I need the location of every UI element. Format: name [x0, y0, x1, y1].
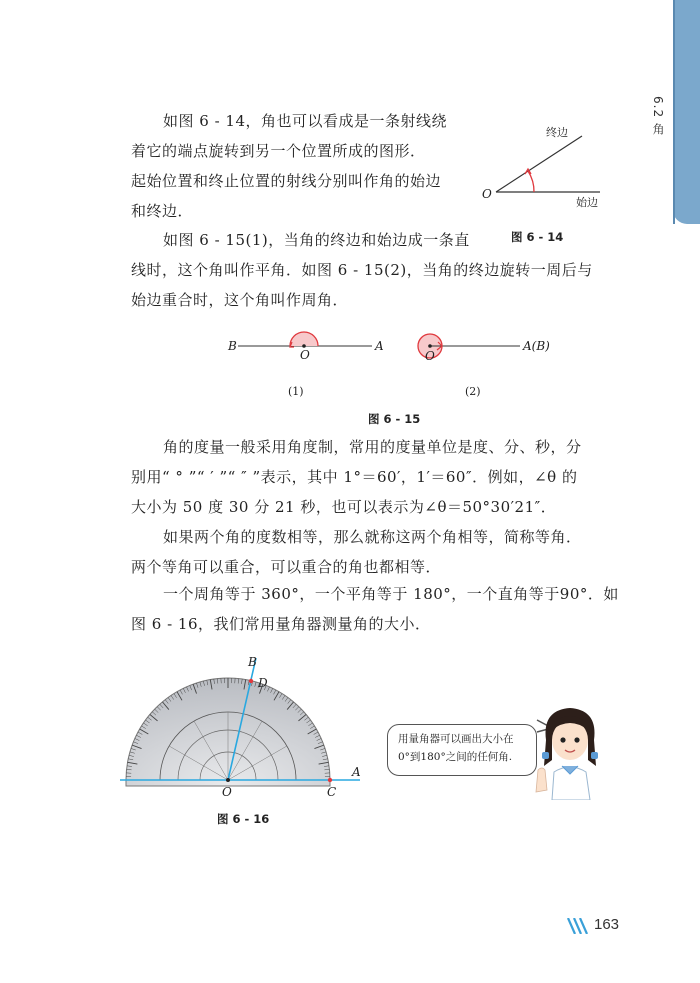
right-eye — [574, 737, 579, 742]
vertex-label: O — [482, 187, 492, 201]
point-D-label: D — [258, 676, 268, 690]
point-C-label: C — [327, 785, 337, 799]
text-line: 角的度量一般采用角度制，常用的度量单位是度、分、秒，分 — [163, 438, 582, 456]
text-line: 两个等角可以重合，可以重合的角也都相等． — [131, 558, 442, 576]
point-A-label: A — [375, 339, 384, 353]
point-D — [249, 679, 253, 683]
subfigure-2-label: (2) — [465, 385, 481, 398]
text-line: 如图 6 - 15(1)，当角的终边和始边成一条直 — [163, 231, 470, 249]
point-O-label: O — [425, 349, 435, 363]
text-line: 如图 6 - 14，角也可以看成是一条射线绕 — [163, 112, 448, 130]
point-B-label: B — [228, 339, 237, 353]
text-line: 如果两个角的度数相等，那么就称这两个角相等，简称等角． — [163, 528, 582, 546]
figure-6-15 — [220, 325, 560, 405]
girl-illustration — [532, 700, 610, 800]
initial-label: 始边 — [576, 196, 598, 209]
text-line: 始边重合时，这个角叫作周角． — [131, 291, 349, 309]
point-B-label: B — [248, 655, 257, 669]
point-O — [226, 778, 230, 782]
speech-line-2: 0°到180°之间的任何角. — [398, 751, 513, 763]
chapter-side-tab — [673, 0, 700, 224]
figure-6-15-caption: 图 6 - 15 — [368, 412, 421, 426]
speech-bubble — [387, 724, 537, 776]
text-line: 线时，这个角叫作平角．如图 6 - 15(2)，当角的终边旋转一周后与 — [131, 261, 593, 279]
text-line: 一个周角等于 360°，一个平角等于 180°，一个直角等于90°．如 — [163, 585, 619, 603]
subfigure-1-label: (1) — [288, 385, 304, 398]
text-line: 和终边． — [131, 202, 194, 220]
figure-6-14-caption: 图 6 - 14 — [511, 230, 564, 244]
hair-tie-right — [591, 752, 598, 759]
text-line: 着它的端点旋转到另一个位置所成的图形． — [131, 142, 426, 160]
straight-angle-fill — [290, 332, 318, 346]
page-number: 163 — [594, 916, 620, 933]
speech-line-1: 用量角器可以画出大小在 — [398, 733, 514, 745]
point-C — [328, 778, 332, 782]
point-O-label: O — [300, 348, 310, 362]
terminal-label: 终边 — [546, 126, 568, 139]
figure-6-16 — [120, 652, 370, 802]
text-line: 起始位置和终止位置的射线分别叫作角的始边 — [131, 172, 442, 190]
vertex-dot — [428, 344, 432, 348]
point-A-label: A — [352, 765, 361, 779]
hair-tie-left — [542, 752, 549, 759]
figure-6-16-caption: 图 6 - 16 — [217, 812, 270, 826]
terminal-ray — [496, 136, 582, 192]
raised-hand — [536, 768, 547, 792]
point-O-label: O — [222, 785, 232, 799]
figure-6-14 — [478, 120, 608, 245]
text-line: 别用“ ° ”“ ′ ”“ ″ ”表示，其中 1°＝60′，1′＝60″．例如，∠θ 的 — [131, 468, 578, 486]
text-line: 大小为 50 度 30 分 21 秒，也可以表示为∠θ＝50°30′21″． — [131, 498, 557, 516]
point-AB-label: A(B) — [523, 339, 550, 353]
section-label: 6.2 角 — [651, 96, 665, 136]
text-line: 图 6 - 16，我们常用量角器测量角的大小． — [131, 615, 431, 633]
page-number-mark — [566, 918, 592, 934]
rotation-arc — [528, 171, 534, 192]
left-eye — [560, 737, 565, 742]
